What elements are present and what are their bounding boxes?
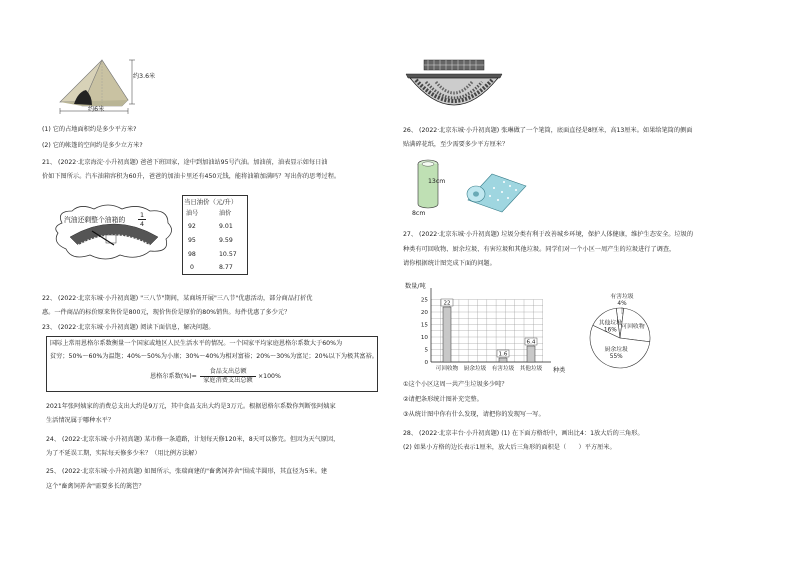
bar-y-tick-label: 25 xyxy=(420,297,428,304)
engel-formula-numerator: 食品支出总额 xyxy=(209,368,247,375)
bar-chart-xlabel: 种类 xyxy=(553,367,566,374)
question-27-line3: 请你根据统计图完成下面的问题。 xyxy=(403,260,496,267)
question-22-line1: 22、 (2022·北京东城·小升初真题) "三八节"期间，某商场开展"三八节"优惠活动，部分商品打折优 xyxy=(42,295,313,302)
question-23-line2: 生活情况属于哪种水平？ xyxy=(46,417,115,424)
fuel-gauge-figure xyxy=(50,201,180,265)
bar-y-tick-label: 0 xyxy=(424,360,428,366)
oil-grade-95: 95 xyxy=(188,237,196,244)
pyramid-base-label: 约6米 xyxy=(88,106,105,113)
pie-slice-label: 其他垃圾 xyxy=(598,320,622,327)
garbage-bar-chart xyxy=(403,280,566,380)
question-27-sub1: ①这个小区这周一共产生垃圾多少吨？ xyxy=(403,381,508,388)
oil-price-95: 9.59 xyxy=(219,237,233,244)
oil-price-header-grade: 油号 xyxy=(186,210,199,217)
engel-info-line1: 国际上常用恩格尔系数衡量一个国家或地区人民生活水平的情况。一个国家平均家庭恩格尔系数大于60%为 xyxy=(50,340,343,347)
gauge-caption: 汽油还剩整个油箱的 xyxy=(64,216,126,224)
engel-formula-left: 恩格尔系数(%)= xyxy=(150,373,197,380)
question-27-sub3: ③从统计图中你有什么发现，请把你的发现写一写。 xyxy=(403,411,545,418)
gauge-fraction-denominator: 4 xyxy=(139,220,145,228)
question-23-line1: 2021年张阿姨家的消费总支出大约是9万元，其中食品支出大约是3万元。根据恩格尔系数你判断张阿姨家 xyxy=(46,403,336,410)
bar-3 xyxy=(527,346,535,362)
question-27-line1: 27、 (2022·北京东城·小升初真题) 垃圾分类有利于改善城乡环境，保护人体健康，维护生态安全。垃圾的 xyxy=(403,231,694,238)
question-20-part1: (1) 它的占地面积约是多少平方米? xyxy=(42,126,137,133)
engel-formula-right: ×100% xyxy=(258,373,281,380)
oil-price-0: 8.77 xyxy=(219,264,233,271)
bar-category-label: 厨余垃圾 xyxy=(463,366,487,372)
bar-category-label: 其他垃圾 xyxy=(519,366,543,372)
cylinder-diameter-label: 8cm xyxy=(412,210,426,217)
pie-slice-percent: 4% xyxy=(617,301,627,307)
engel-info-line2: 贫穷；50%～60%为温饱；40%～50%为小康；30%～40%为相对富裕；20%～30%为富足；20%以下为极其富裕。 xyxy=(50,353,378,360)
semicircle-shelter-figure xyxy=(402,58,512,116)
bar-chart-ylabel: 数量/吨 xyxy=(405,283,426,290)
bar-y-tick-label: 5 xyxy=(424,347,428,354)
bar-category-label: 可回收物 xyxy=(435,366,459,372)
bar-y-tick-label: 20 xyxy=(420,310,428,316)
question-22-line2: 惠。一件商品的标价原来售价是800元，现价售价是原价的80%销售。每件优惠了多少元？ xyxy=(42,309,291,316)
oil-price-header-price: 油价 xyxy=(219,210,232,217)
pie-slice-percent: 16% xyxy=(603,327,617,334)
engel-formula-denominator: 家庭消费支出总额 xyxy=(203,377,253,384)
oil-grade-0: 0 xyxy=(190,264,194,271)
bar-y-tick-label: 10 xyxy=(420,335,428,341)
oil-grade-98: 98 xyxy=(188,251,196,258)
oil-price-92: 9.01 xyxy=(219,223,233,230)
cylinder-height-label: 13cm xyxy=(428,178,446,185)
bar-value-label: 22 xyxy=(443,300,451,307)
question-25-line2: 这个"畜禽饲养舍"需要多长的篱笆？ xyxy=(46,483,145,490)
question-25-line1: 25、 (2022·北京东城·小升初真题) 如图所示，张瑞商建的"畜禽饲养舍"围成半圆形，其直径为5米。建 xyxy=(46,468,328,475)
bar-2 xyxy=(499,358,507,362)
question-26-line2: 贴满碎花纸，至少需要多少平方厘米？ xyxy=(403,141,509,148)
bar-0 xyxy=(443,307,451,362)
oil-price-table xyxy=(182,195,248,275)
bar-value-label: 6.4 xyxy=(526,339,536,346)
bar-value-label: 1.6 xyxy=(498,351,508,358)
pie-slice-label: 有害垃圾 xyxy=(610,294,634,300)
oil-price-title: 当日油价（元/升） xyxy=(184,198,238,206)
question-24-line2: 为了不延误工期，实际每天修多少米？（用比例方法解） xyxy=(46,450,201,457)
patterned-paper-roll xyxy=(464,168,530,218)
question-24-line1: 24、 (2022·北京东城·小升初真题) 某市修一条道路，计划每天修120米，8天可以修完。但因为天气原因， xyxy=(46,436,340,443)
pyramid-tent-figure xyxy=(52,56,162,116)
pen-holder-cylinder xyxy=(412,158,452,216)
question-28-line2: (2) 如果小方格的边长表示1厘米，放大后三角形的面积是（ ）平方厘米。 xyxy=(403,444,616,451)
pie-slice-label: 厨余垃圾 xyxy=(604,346,628,353)
bar-y-tick-label: 15 xyxy=(420,322,428,329)
oil-price-98: 10.57 xyxy=(219,251,237,258)
pie-slice-percent: 55% xyxy=(609,353,623,360)
garbage-pie-chart xyxy=(572,280,692,380)
question-20-part2: (2) 它的帐篷的空间约是多少立方米? xyxy=(42,142,143,149)
question-26-line1: 26、 (2022·北京东城·小升初真题) 张琳做了一个笔筒，底面直径是8厘米，高13厘米。如果给笔筒的侧面 xyxy=(403,127,693,134)
gauge-fraction-numerator: 1 xyxy=(139,211,145,219)
pie-slice-label: 可回收物 xyxy=(621,323,645,330)
question-21-line2: 价如下图所示。汽车油箱容积为60升，爸爸的加油卡里还有450元钱，能将油箱加满吗？写出你的思考过程。 xyxy=(42,173,341,180)
bar-category-label: 有害垃圾 xyxy=(491,366,515,372)
question-23-intro: 23、 (2022·北京东城·小升初真题) 阅读下面信息，解决问题。 xyxy=(42,324,215,331)
question-27-line2: 种类有可回收物、厨余垃圾、有害垃圾和其他垃圾。同学们对一个小区一周产生的垃圾进行了调查， xyxy=(403,246,676,253)
pyramid-height-label: 约3.6米 xyxy=(133,73,156,80)
oil-grade-92: 92 xyxy=(188,223,196,230)
question-21-line1: 21、 (2022·北京海淀·小升初真题) 爸爸下班回家，途中到加油站95号汽油。加油前，油表显示如每日油 xyxy=(42,159,328,166)
question-27-sub2: ②请把条形统计图补充完整。 xyxy=(403,396,483,403)
question-28-line1: 28、 (2022·北京丰台·小升初真题) (1) 在下面方格纸中，画出比4：1放大后的三角形。 xyxy=(403,430,644,437)
